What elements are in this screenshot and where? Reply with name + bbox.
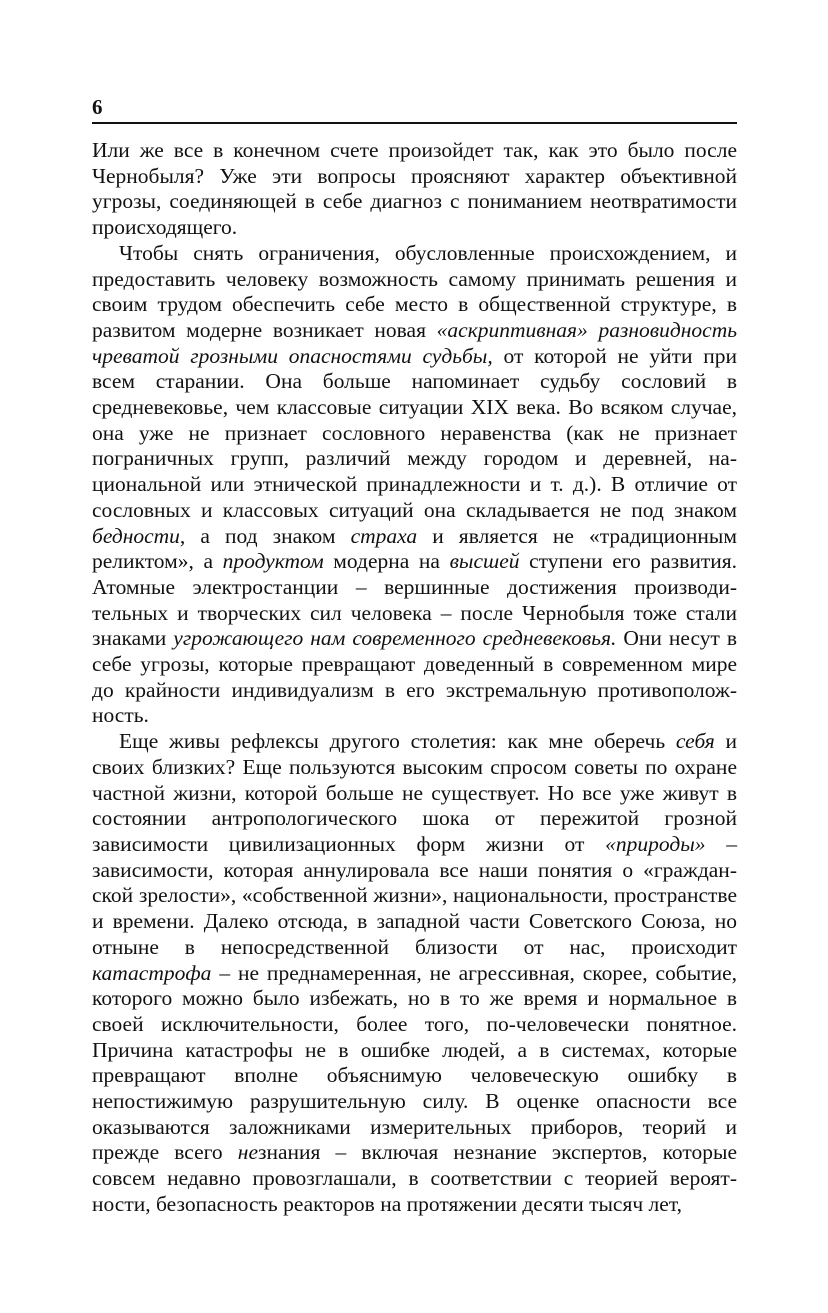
text-run: и своих близких? Еще пользуются высоким спросом советы по охране частной жизни, которой больше не существует. Но все уже живут в состоянии антропологического шока от пережитой грозной зависимости цивилизационных форм жизни от <box>92 729 737 856</box>
text-run: Чтобы снять ограничения, обусловленные происхождением, и предоставить человеку возможность самому принимать решения и своим трудом обеспечить себе место в общественной структуре, в развитом модерне возникает новая <box>92 240 737 342</box>
text-run: Еще живы рефлексы другого столетия: как мне оберечь <box>119 729 676 754</box>
text-run: Они несут в себе угрозы, которые превращают доведенный в современном мире до крайности индивидуализм в его экстремальную противоположность. <box>92 626 737 728</box>
book-page <box>92 95 737 1218</box>
body-text <box>92 138 737 1218</box>
italic-text: себя <box>675 729 715 754</box>
text-run: – зависимости, которая аннулировала все наши понятия о «гражданской зрелости», «собственной жизни», национальности, пространстве и времени. Далеко отсюда, в западной части Советского Союза, но отныне в непосредственной близости от нас, происходит <box>92 831 737 959</box>
italic-text: угрожающего нам современного средневековья. <box>173 626 617 651</box>
italic-text: «аскриптивная» разновидность чреватой грозными опасностями судьбы, <box>92 317 738 368</box>
text-run: а под знаком <box>185 523 351 548</box>
paragraph-2 <box>92 241 737 729</box>
italic-text: «природы» <box>605 831 706 856</box>
paragraph-1 <box>92 138 737 241</box>
text-run: знания – включая незнание экспертов, которые совсем недавно провозглашали, в соответствии с теорией вероятности, безопасность реакторов на протяжении десяти тысяч лет, <box>92 1140 737 1216</box>
text-run: ступени его развития. Атомные электростанции – вершинные достижения производительных и творческих сил человека – после Чернобыля тоже стали знаками <box>92 549 737 651</box>
italic-text: катастрофа <box>92 960 212 985</box>
text-run: Или же все в конечном счете произойдет так, как это было после Чернобыля? Уже эти вопросы проясняют характер объективной угрозы, соединяющей в себе диагноз с пониманием неотвратимости происходящего. <box>92 138 737 240</box>
italic-text: высшей <box>449 549 520 574</box>
text-run: и является не «традиционным реликтом», а <box>92 523 737 574</box>
italic-text: бедности, <box>92 523 186 548</box>
italic-text: страха <box>350 523 418 548</box>
text-run: от которой не уйти при всем старании. Она больше напоминает судьбу сословий в средневековье, чем классовые ситуации XIX века. Во всяком случае, она уже не признает сословного неравенства (как не признает пограничных групп, различий между городом и деревней, национальной или этнической принадлежности и т. д.). В отличие от сословных и классовых ситуаций она складывается не под знаком <box>92 343 737 522</box>
text-run: модерна на <box>323 549 450 574</box>
paragraph-3 <box>92 729 737 1217</box>
italic-text: продуктом <box>222 549 324 574</box>
page-number: 6 <box>92 95 103 119</box>
text-run: – не преднамеренная, не агрессивная, скорее, событие, которого можно было избежать, но в то же время и нормальное в своей исключительности, более того, по-человечески понятное. Причина катастрофы не в ошибке людей, а в системах, которые превращают вполне объяснимую человеческую ошибку в непостижимую разрушительную силу. В оценке опасности все оказываются заложниками измерительных приборов, теорий и прежде всего <box>92 960 737 1165</box>
page-header <box>92 95 737 124</box>
italic-text: не <box>237 1140 258 1165</box>
